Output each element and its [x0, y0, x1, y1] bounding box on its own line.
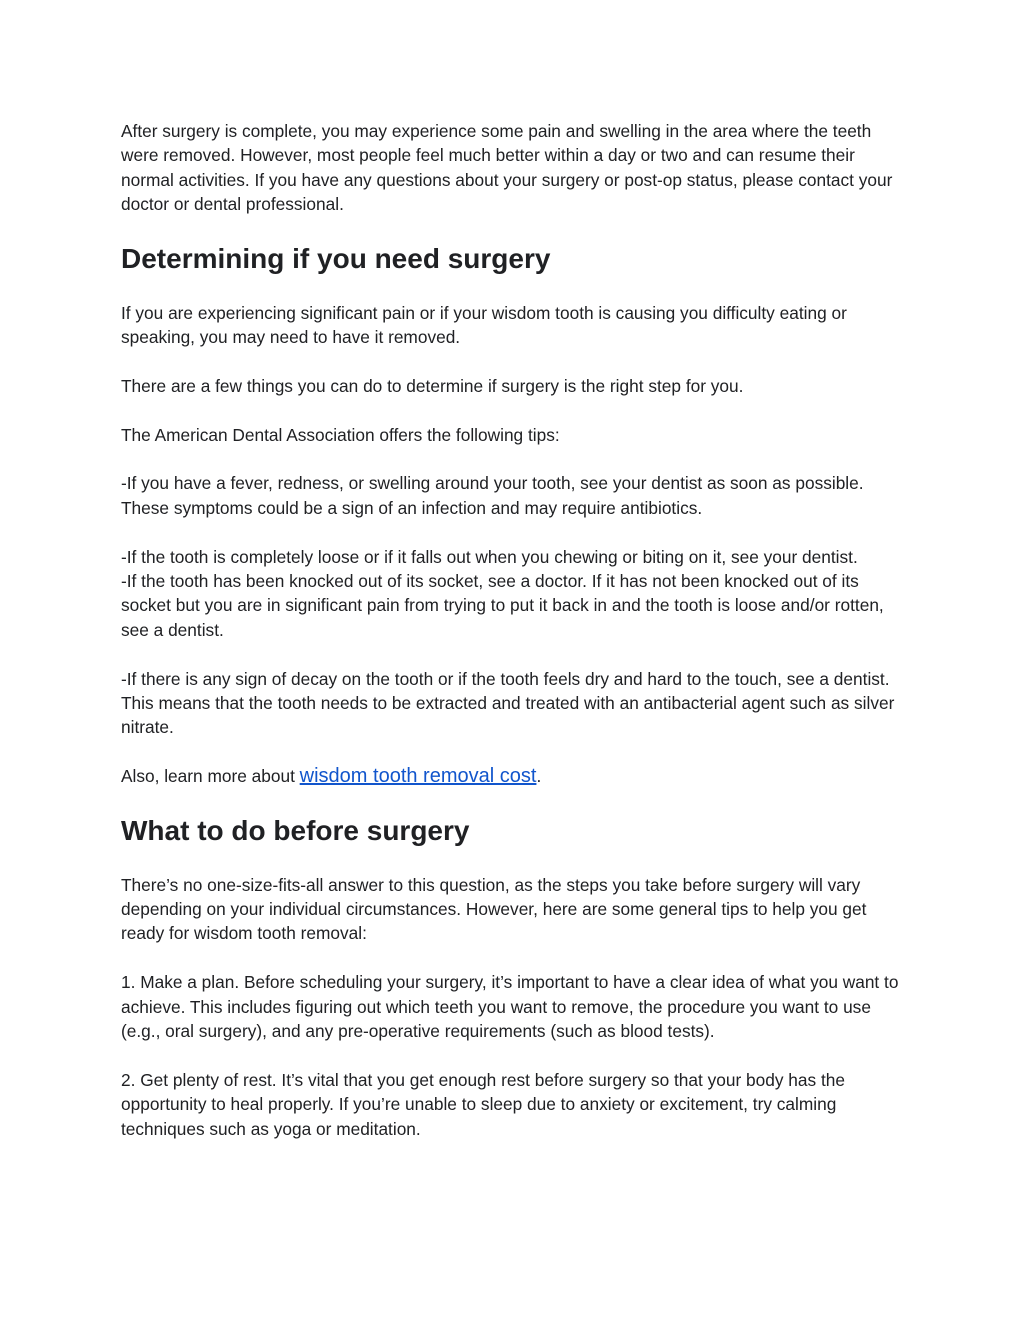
tip-loose-tooth: -If the tooth is completely loose or if it falls out when you chewing or biting on it, see your dentist.	[121, 546, 858, 567]
determining-paragraph-1: If you are experiencing significant pain or if your wisdom tooth is causing you difficulty eating or speaking, you may need to have it removed.	[121, 302, 847, 348]
document-page	[121, 119, 911, 1141]
also-prefix: Also, learn more about	[121, 766, 300, 787]
determining-paragraph-2: There are a few things you can do to determine if surgery is the right step for you.	[121, 375, 744, 396]
also-learn-more	[121, 764, 911, 788]
tip-decay: -If there is any sign of decay on the tooth or if the tooth feels dry and hard to the touch, see a dentist. This means that the tooth needs to be extracted and treated with an antibacterial agent such as silver nitrate.	[121, 668, 895, 738]
determining-paragraph-3: The American Dental Association offers the following tips:	[121, 424, 560, 445]
before-paragraph-1: There’s no one-size-fits-all answer to this question, as the steps you take before surgery will vary depending on your individual circumstances. However, here are some general tips to help you get ready for wisdom tooth removal:	[121, 874, 867, 944]
step-get-rest: 2. Get plenty of rest. It’s vital that you get enough rest before surgery so that your body has the opportunity to heal properly. If you’re unable to sleep due to anxiety or excitement, try calming techniques such as yoga or meditation.	[121, 1069, 845, 1139]
wisdom-tooth-removal-cost-link[interactable]: wisdom tooth removal cost	[299, 765, 537, 788]
heading-before-surgery: What to do before surgery	[121, 814, 470, 846]
heading-determining-surgery: Determining if you need surgery	[121, 242, 551, 274]
step-make-plan: 1. Make a plan. Before scheduling your surgery, it’s important to have a clear idea of what you want to achieve. This includes figuring out which teeth you want to remove, the procedure you want to use (e.g., oral surgery), and any pre-operative requirements (such as blood tests).	[121, 972, 899, 1042]
tip-knocked-out: -If the tooth has been knocked out of its socket, see a doctor. If it has not been knocked out of its socket but you are in significant pain from trying to put it back in and the tooth is loose and/or rotten, see a dentist.	[121, 571, 884, 640]
also-suffix: .	[536, 766, 542, 787]
intro-paragraph: After surgery is complete, you may experience some pain and swelling in the area where the teeth were removed. However, most people feel much better within a day or two and can resume their normal activities. If you have any questions about your surgery or post-op status, please contact your doctor or dental professional.	[121, 121, 893, 215]
tip-fever: -If you have a fever, redness, or swelling around your tooth, see your dentist as soon as possible. These symptoms could be a sign of an infection and may require antibiotics.	[121, 473, 864, 518]
